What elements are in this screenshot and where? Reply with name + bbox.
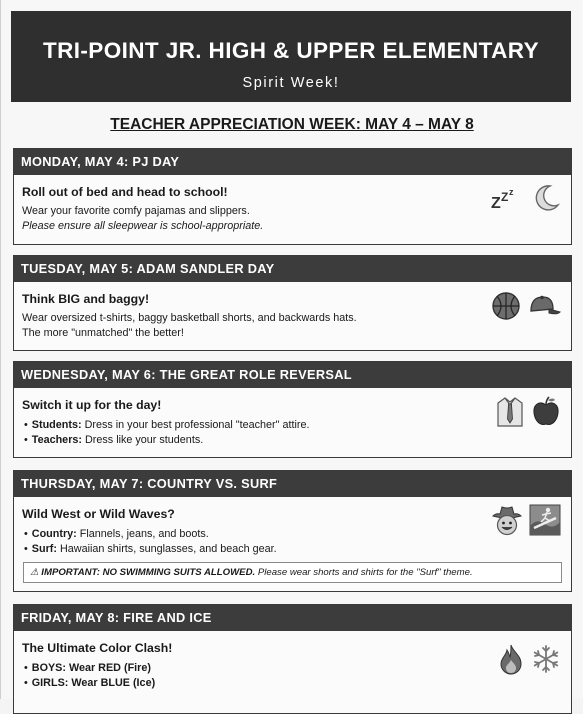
day-lead: Think BIG and baggy! xyxy=(22,292,150,306)
day-icons xyxy=(495,395,561,427)
snowflake-icon xyxy=(531,644,561,674)
svg-text:Z: Z xyxy=(491,195,501,212)
warning-icon: ⚠ xyxy=(30,567,39,578)
day-card-tuesday xyxy=(13,255,572,351)
day-bullets xyxy=(24,418,571,448)
fire-icon xyxy=(497,643,525,675)
day-header: WEDNESDAY, MAY 6: THE GREAT ROLE REVERSAL xyxy=(14,362,571,388)
basketball-icon xyxy=(491,291,521,321)
list-item: • Teachers: Dress like your students. xyxy=(24,434,204,446)
shirt-and-tie-icon xyxy=(495,395,525,427)
crescent-moon-icon xyxy=(531,183,561,213)
day-lead: Wild West or Wild Waves? xyxy=(22,507,175,521)
notice-emphasis: IMPORTANT: NO SWIMMING SUITS ALLOWED. xyxy=(41,567,256,578)
day-bullets xyxy=(24,661,571,691)
day-header: TUESDAY, MAY 5: ADAM SANDLER DAY xyxy=(14,256,571,282)
day-header: THURSDAY, MAY 7: COUNTRY VS. SURF xyxy=(14,471,571,497)
cowboy-face-icon xyxy=(491,504,523,536)
school-title: TRI-POINT JR. HIGH & UPPER ELEMENTARY xyxy=(42,38,540,63)
day-line: Wear your favorite comfy pajamas and slippers. xyxy=(22,205,250,217)
list-item: • Students: Dress in your best professional "teacher" attire. xyxy=(24,419,310,431)
day-header: FRIDAY, MAY 8: FIRE AND ICE xyxy=(14,605,571,631)
day-icons xyxy=(491,183,561,213)
day-card-friday xyxy=(13,604,572,714)
list-item: • BOYS: Wear RED (Fire) xyxy=(24,662,151,674)
header-banner xyxy=(11,11,571,102)
day-icons xyxy=(491,504,561,536)
day-icons xyxy=(497,643,561,675)
zzz-icon xyxy=(491,184,525,212)
svg-text:z: z xyxy=(509,187,514,197)
day-card-wednesday xyxy=(13,361,572,458)
day-line: Wear oversized t-shirts, baggy basketball shorts, and backwards hats. xyxy=(22,312,357,324)
day-lead: Roll out of bed and head to school! xyxy=(22,185,228,199)
spirit-week-subtitle: Spirit Week! xyxy=(242,75,340,91)
week-heading: TEACHER APPRECIATION WEEK: MAY 4 – MAY 8 xyxy=(110,116,474,133)
day-header: MONDAY, MAY 4: PJ DAY xyxy=(14,149,571,175)
apple-icon xyxy=(531,395,561,427)
day-card-thursday xyxy=(13,470,572,592)
day-note: The more "unmatched" the better! xyxy=(22,327,184,339)
day-lead: The Ultimate Color Clash! xyxy=(22,641,173,655)
day-lead: Switch it up for the day! xyxy=(22,398,162,412)
day-bullets xyxy=(24,527,571,557)
list-item: • Surf: Hawaiian shirts, sunglasses, and beach gear. xyxy=(24,543,277,555)
important-notice xyxy=(23,562,562,583)
notice-text: Please wear shorts and shirts for the "Surf" theme. xyxy=(255,567,473,578)
day-icons xyxy=(491,291,561,321)
cap-icon xyxy=(527,293,561,319)
surfer-icon xyxy=(529,504,561,536)
day-card-monday xyxy=(13,148,572,245)
svg-text:Z: Z xyxy=(501,190,509,204)
list-item: • Country: Flannels, jeans, and boots. xyxy=(24,528,209,540)
list-item: • GIRLS: Wear BLUE (Ice) xyxy=(24,677,156,689)
day-note: Please ensure all sleepwear is school-appropriate. xyxy=(22,220,264,232)
